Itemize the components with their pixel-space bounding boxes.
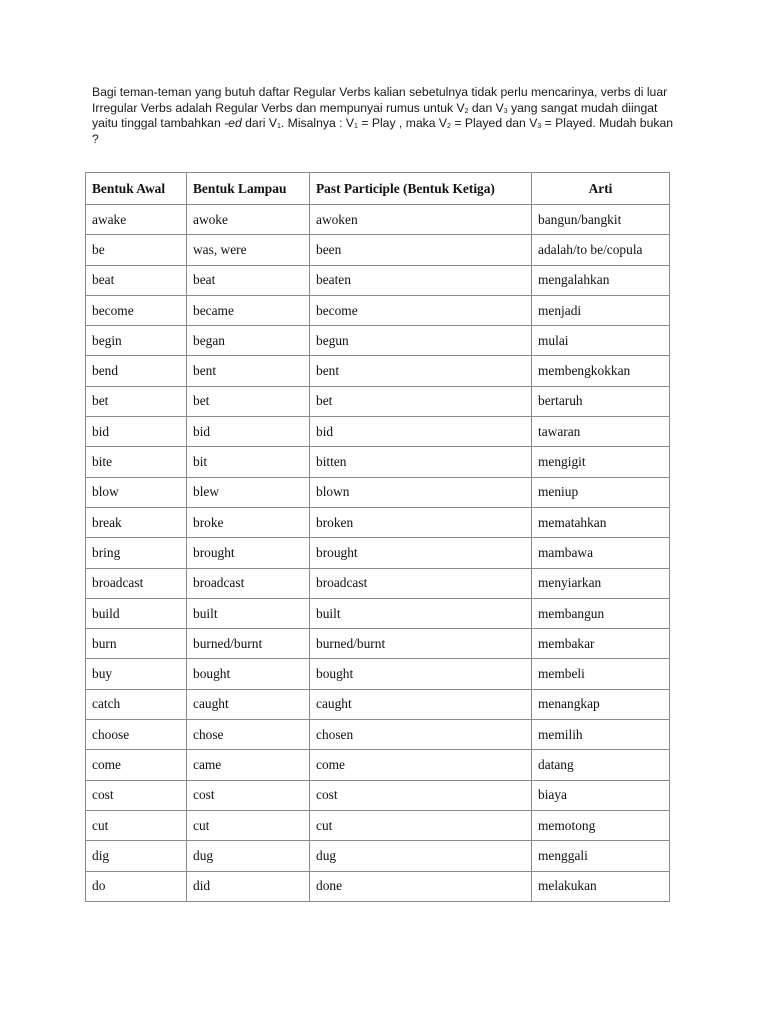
meaning-cell: bertaruh	[532, 386, 670, 416]
past-form-cell: awoke	[187, 205, 310, 235]
table-row	[86, 659, 670, 689]
ed-suffix: -ed	[224, 116, 242, 130]
base-form-cell: broadcast	[86, 568, 187, 598]
past-participle-cell: broken	[310, 507, 532, 537]
meaning-cell: membangun	[532, 598, 670, 628]
meaning-cell: meniup	[532, 477, 670, 507]
intro-text: dari V	[241, 116, 277, 130]
table-row	[86, 447, 670, 477]
subscript: 2	[447, 123, 451, 130]
past-participle-cell: bitten	[310, 447, 532, 477]
meaning-cell: mematahkan	[532, 507, 670, 537]
past-form-cell: became	[187, 295, 310, 325]
table-row	[86, 356, 670, 386]
meaning-cell: menangkap	[532, 689, 670, 719]
past-form-cell: bit	[187, 447, 310, 477]
table-row	[86, 295, 670, 325]
subscript: 2	[464, 107, 469, 115]
meaning-cell: membakar	[532, 629, 670, 659]
base-form-cell: burn	[86, 629, 187, 659]
table-row	[86, 810, 670, 840]
base-form-cell: bend	[86, 356, 187, 386]
past-form-cell: dug	[187, 841, 310, 871]
past-participle-cell: built	[310, 598, 532, 628]
meaning-cell: mulai	[532, 326, 670, 356]
base-form-cell: buy	[86, 659, 187, 689]
base-form-cell: break	[86, 507, 187, 537]
table-row	[86, 689, 670, 719]
table-row	[86, 598, 670, 628]
base-form-cell: bid	[86, 417, 187, 447]
table-row	[86, 507, 670, 537]
past-form-cell: burned/burnt	[187, 629, 310, 659]
meaning-cell: membeli	[532, 659, 670, 689]
table-row	[86, 750, 670, 780]
past-participle-cell: awoken	[310, 205, 532, 235]
table-row	[86, 417, 670, 447]
intro-text: = Play , maka V	[357, 116, 448, 130]
meaning-cell: datang	[532, 750, 670, 780]
meaning-cell: menggali	[532, 841, 670, 871]
meaning-cell: membengkokkan	[532, 356, 670, 386]
past-participle-cell: become	[310, 295, 532, 325]
meaning-cell: adalah/to be/copula	[532, 235, 670, 265]
meaning-cell: menjadi	[532, 295, 670, 325]
table-body	[86, 205, 670, 902]
base-form-cell: become	[86, 295, 187, 325]
past-form-cell: broke	[187, 507, 310, 537]
past-form-cell: bid	[187, 417, 310, 447]
meaning-cell: menyiarkan	[532, 568, 670, 598]
table-row	[86, 477, 670, 507]
past-form-cell: came	[187, 750, 310, 780]
past-participle-cell: come	[310, 750, 532, 780]
subscript: 1	[276, 123, 281, 130]
header-past-participle: Past Participle (Bentuk Ketiga)	[310, 173, 532, 205]
base-form-cell: awake	[86, 205, 187, 235]
past-form-cell: bent	[187, 356, 310, 386]
header-bentuk-lampau: Bentuk Lampau	[187, 173, 310, 205]
base-form-cell: choose	[86, 720, 187, 750]
table-row	[86, 780, 670, 810]
base-form-cell: blow	[86, 477, 187, 507]
past-form-cell: began	[187, 326, 310, 356]
past-form-cell: beat	[187, 265, 310, 295]
base-form-cell: bite	[86, 447, 187, 477]
base-form-cell: come	[86, 750, 187, 780]
base-form-cell: bring	[86, 538, 187, 568]
past-form-cell: cut	[187, 810, 310, 840]
base-form-cell: catch	[86, 689, 187, 719]
table-row	[86, 568, 670, 598]
table-row	[86, 538, 670, 568]
meaning-cell: memilih	[532, 720, 670, 750]
base-form-cell: begin	[86, 326, 187, 356]
past-participle-cell: bent	[310, 356, 532, 386]
meaning-cell: bangun/bangkit	[532, 205, 670, 235]
base-form-cell: beat	[86, 265, 187, 295]
past-participle-cell: blown	[310, 477, 532, 507]
table-row	[86, 841, 670, 871]
base-form-cell: build	[86, 598, 187, 628]
intro-text: = Played dan V	[450, 116, 538, 130]
past-form-cell: blew	[187, 477, 310, 507]
table-row	[86, 871, 670, 901]
table-row	[86, 265, 670, 295]
intro-paragraph	[92, 85, 682, 147]
meaning-cell: mengalahkan	[532, 265, 670, 295]
meaning-cell: biaya	[532, 780, 670, 810]
table-row	[86, 235, 670, 265]
past-participle-cell: beaten	[310, 265, 532, 295]
intro-text: . Misalnya : V	[280, 116, 355, 130]
table-header-row	[86, 173, 670, 205]
intro-text: yang sangat mudah diingat yaitu tinggal tambahkan	[92, 100, 658, 130]
past-form-cell: did	[187, 871, 310, 901]
past-form-cell: broadcast	[187, 568, 310, 598]
past-participle-cell: brought	[310, 538, 532, 568]
past-participle-cell: begun	[310, 326, 532, 356]
meaning-cell: tawaran	[532, 417, 670, 447]
meaning-cell: mambawa	[532, 538, 670, 568]
past-participle-cell: chosen	[310, 720, 532, 750]
header-bentuk-awal: Bentuk Awal	[86, 173, 187, 205]
past-participle-cell: dug	[310, 841, 532, 871]
past-form-cell: caught	[187, 689, 310, 719]
past-form-cell: was, were	[187, 235, 310, 265]
table-row	[86, 629, 670, 659]
past-participle-cell: cut	[310, 810, 532, 840]
base-form-cell: bet	[86, 386, 187, 416]
base-form-cell: be	[86, 235, 187, 265]
subscript: 3	[537, 123, 542, 130]
meaning-cell: mengigit	[532, 447, 670, 477]
past-form-cell: cost	[187, 780, 310, 810]
past-participle-cell: bought	[310, 659, 532, 689]
base-form-cell: dig	[86, 841, 187, 871]
past-form-cell: built	[187, 598, 310, 628]
header-arti: Arti	[532, 173, 670, 205]
past-participle-cell: caught	[310, 689, 532, 719]
subscript: 1	[354, 123, 358, 130]
past-form-cell: bought	[187, 659, 310, 689]
meaning-cell: memotong	[532, 810, 670, 840]
subscript: 3	[503, 107, 508, 115]
intro-text: dan V	[468, 100, 504, 115]
past-participle-cell: done	[310, 871, 532, 901]
past-participle-cell: broadcast	[310, 568, 532, 598]
base-form-cell: cut	[86, 810, 187, 840]
past-participle-cell: burned/burnt	[310, 629, 532, 659]
base-form-cell: cost	[86, 780, 187, 810]
past-participle-cell: been	[310, 235, 532, 265]
table-row	[86, 326, 670, 356]
table-row	[86, 386, 670, 416]
meaning-cell: melakukan	[532, 871, 670, 901]
past-form-cell: brought	[187, 538, 310, 568]
past-form-cell: bet	[187, 386, 310, 416]
past-participle-cell: cost	[310, 780, 532, 810]
base-form-cell: do	[86, 871, 187, 901]
table-row	[86, 205, 670, 235]
past-participle-cell: bet	[310, 386, 532, 416]
past-form-cell: chose	[187, 720, 310, 750]
past-participle-cell: bid	[310, 417, 532, 447]
intro-text: Bagi teman-teman yang butuh daftar Regular Verbs kalian sebetulnya tidak perlu mencarinya, verbs di luar Irregular Verbs adalah Regular Verbs dan mempunyai rumus untuk V	[92, 85, 668, 115]
verb-table	[85, 172, 670, 902]
table-row	[86, 720, 670, 750]
intro-text: = Played. Mudah bukan ?	[92, 116, 674, 146]
